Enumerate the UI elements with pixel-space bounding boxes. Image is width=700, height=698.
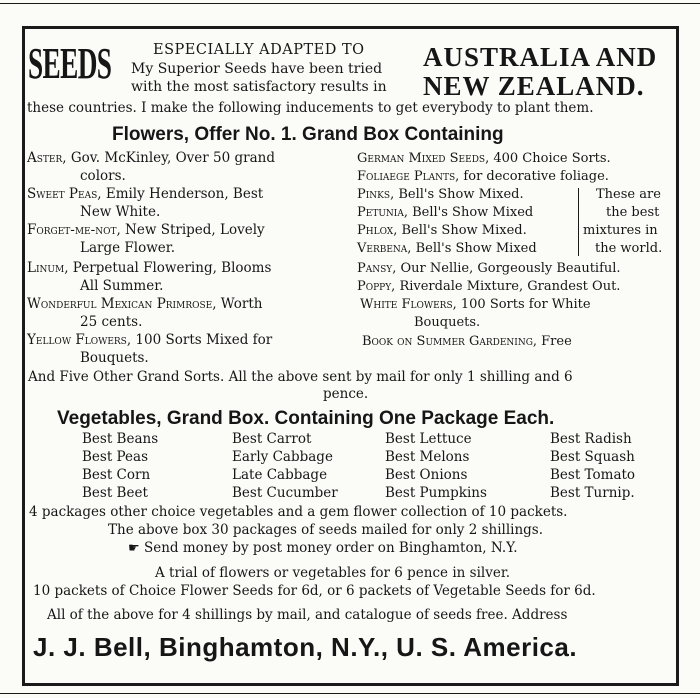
list-item: Phlox, Bell's Show Mixed. [357, 223, 527, 238]
list-item: Bouquets. [414, 315, 481, 330]
vegetables-heading: Vegetables, Grand Box. Containing One Package Each. [57, 408, 555, 429]
australia-heading: AUSTRALIA AND [423, 42, 658, 72]
box30-line: The above box 30 packages of seeds mailed for only 2 shillings. [108, 522, 544, 538]
superior-seeds-line: My Superior Seeds have been tried [131, 61, 383, 77]
bottom-border [22, 683, 679, 686]
list-item: Yellow Flowers, 100 Sorts Mixed for [27, 332, 273, 348]
send-money-line: ☛ Send money by post money order on Binghamton, N.Y. [128, 540, 518, 556]
veg-item: Late Cabbage [232, 467, 328, 483]
aside-line: mixtures in [583, 223, 658, 238]
results-line: with the most satisfactory results in [131, 79, 387, 95]
top-border [22, 26, 679, 29]
veg-item: Best Turnip. [550, 485, 635, 501]
countries-line: these countries. I make the following inducements to get everybody to plant them. [27, 100, 594, 116]
list-item: Wonderful Mexican Primrose, Worth [27, 296, 263, 312]
list-item: Verbena, Bell's Show Mixed [357, 241, 537, 256]
especially-adapted: ESPECIALLY ADAPTED TO [153, 42, 365, 58]
list-item: Foliaege Plants, for decorative foliage. [357, 169, 609, 184]
veg-item: Best Cucumber [232, 485, 338, 501]
list-item: Pinks, Bell's Show Mixed. [357, 187, 524, 202]
trial-line-2: 10 packets of Choice Flower Seeds for 6d, or 6 packets of Vegetable Seeds for 6d. [33, 583, 596, 599]
left-border [22, 26, 25, 686]
list-item: Bouquets. [80, 350, 149, 366]
list-item: Forget-me-not, New Striped, Lovely [27, 222, 265, 238]
flowers-heading: Flowers, Offer No. 1. Grand Box Containing [112, 124, 504, 145]
list-item: Petunia, Bell's Show Mixed [357, 205, 534, 220]
list-item: Book on Summer Gardening, Free [362, 334, 572, 349]
seeds-title: SEEDS [28, 39, 112, 88]
list-item: colors. [80, 168, 126, 184]
veg-item: Best Beans [82, 431, 159, 447]
aside-line: These are [596, 187, 661, 202]
top-rule-thin [0, 3, 700, 4]
veg-item: Best Lettuce [385, 431, 472, 447]
list-item: Sweet Peas, Emily Henderson, Best [27, 186, 264, 202]
list-item: New White. [80, 204, 161, 220]
list-item: 25 cents. [80, 314, 143, 330]
veg-item: Best Corn [82, 467, 151, 483]
veg-item: Best Tomato [550, 467, 636, 483]
list-item: Pansy, Our Nellie, Gorgeously Beautiful. [357, 261, 621, 276]
veg-item: Early Cabbage [232, 449, 333, 465]
aside-line: the best [606, 205, 660, 220]
veg-item: Best Carrot [232, 431, 312, 447]
veg-item: Best Beet [82, 485, 148, 501]
new-zealand-heading: NEW ZEALAND. [423, 71, 645, 101]
veg-item: Best Melons [385, 449, 470, 465]
trial-line-1: A trial of flowers or vegetables for 6 pence in silver. [155, 565, 511, 581]
right-border [676, 26, 679, 686]
list-item: Aster, Gov. McKinley, Over 50 grand [27, 150, 275, 166]
veg-item: Best Radish [550, 431, 632, 447]
trial-line-3: All of the above for 4 shillings by mail, and catalogue of seeds free. Address [47, 607, 568, 623]
pence-line: pence. [323, 386, 369, 402]
list-item: White Flowers, 100 Sorts for White [360, 297, 591, 312]
aside-line: the world. [595, 241, 663, 256]
list-item: Poppy, Riverdale Mixture, Grandest Out. [357, 279, 621, 294]
mixtures-divider [578, 188, 579, 256]
veg-item: Best Peas [82, 449, 148, 465]
list-item: Large Flower. [80, 240, 176, 256]
list-item: German Mixed Seeds, 400 Choice Sorts. [357, 151, 611, 166]
five-other-line: And Five Other Grand Sorts. All the above sent by mail for only 1 shilling and 6 [28, 369, 573, 385]
packages-line: 4 packages other choice vegetables and a gem flower collection of 10 packets. [29, 504, 568, 520]
veg-item: Best Onions [385, 467, 468, 483]
pointing-hand-icon: ☛ [128, 541, 140, 556]
bottom-rule-thin [0, 693, 700, 694]
veg-item: Best Squash [550, 449, 635, 465]
list-item: Linum, Perpetual Flowering, Blooms [27, 260, 272, 276]
list-item: All Summer. [80, 278, 164, 294]
address-footer: J. J. Bell, Binghamton, N.Y., U. S. America. [33, 632, 578, 662]
veg-item: Best Pumpkins [385, 485, 487, 501]
